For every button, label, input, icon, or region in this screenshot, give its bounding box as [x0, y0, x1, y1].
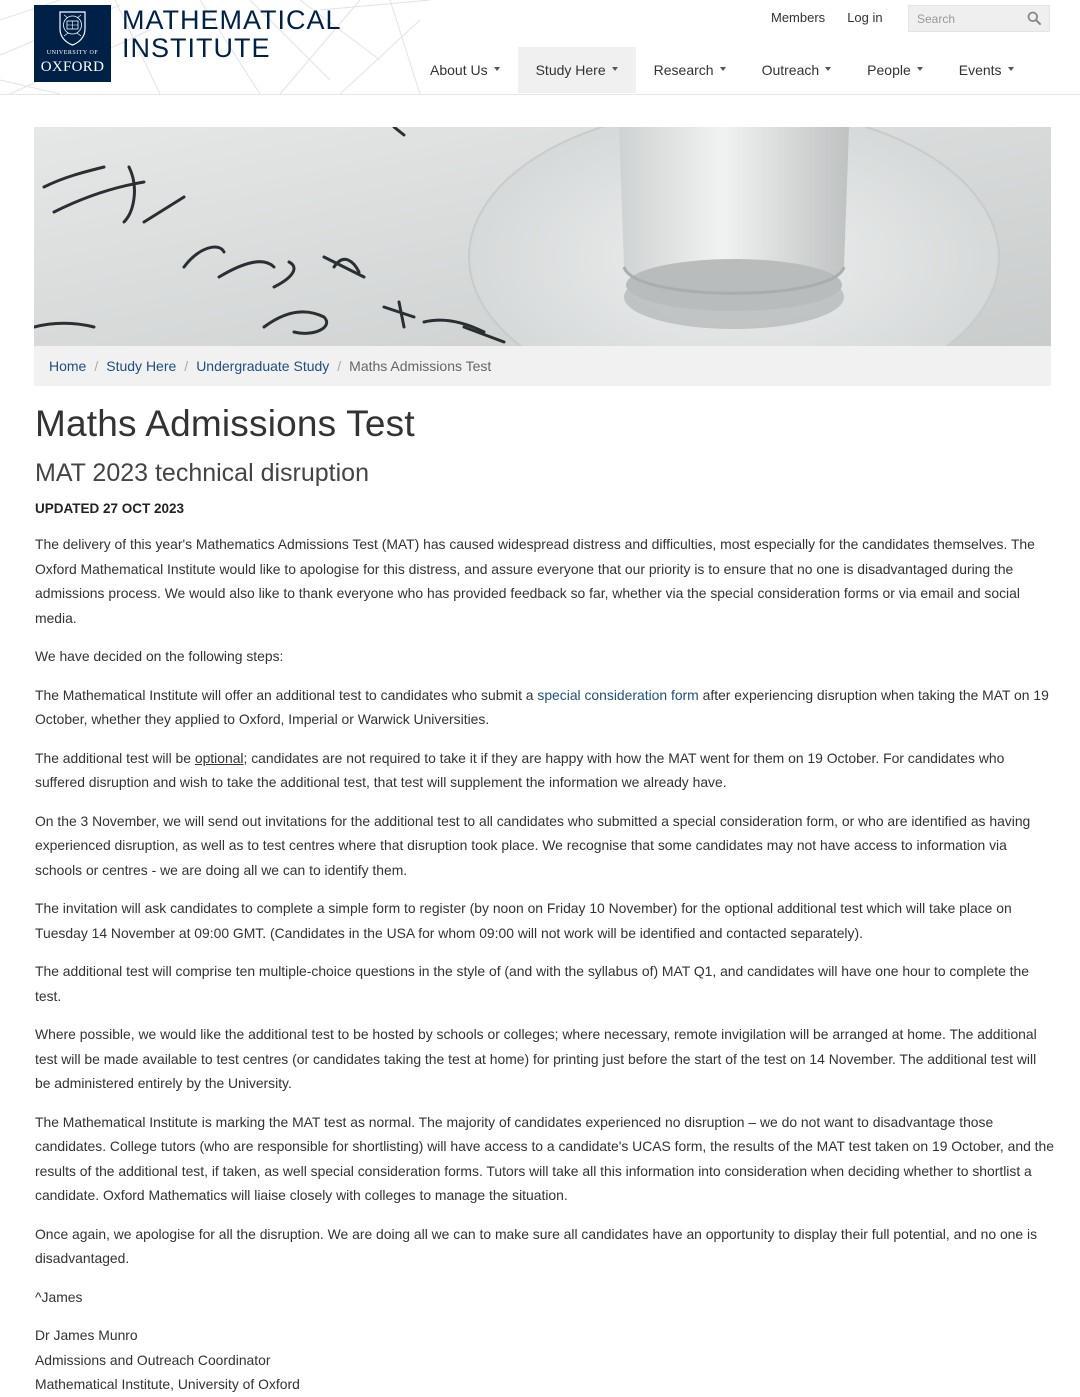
nav-about-us[interactable]: [412, 47, 518, 93]
nav-label: Events: [958, 62, 1002, 78]
nav-label: Study Here: [535, 62, 606, 78]
paragraph-registration: The invitation will ask candidates to complete a simple form to register (by noon on Friday 10 November) for the optional additional test which will take place on Tuesday 14 November at 09:00 GMT. (Candidates in the USA for whom 09:00 will not work will be identified and contacted separately).: [35, 900, 1012, 941]
search-box: [908, 5, 1050, 32]
paragraph-optional: [35, 746, 1055, 795]
members-link[interactable]: Members: [771, 10, 826, 25]
paragraph-additional-test: [35, 683, 1055, 732]
breadcrumb-separator: /: [184, 358, 189, 374]
brand-line-2: INSTITUTE: [122, 33, 271, 63]
logo-oxford-text: OXFORD: [40, 59, 105, 75]
signature-organisation: Mathematical Institute, University of Oxford: [35, 1376, 300, 1392]
paragraph-steps-intro: We have decided on the following steps:: [35, 648, 284, 664]
article-content: [35, 402, 1055, 1397]
signoff: ^James: [35, 1288, 83, 1305]
hero-banner-image: [34, 127, 1051, 346]
nav-label: People: [867, 62, 911, 78]
paragraph-marking: The Mathematical Institute is marking the MAT test as normal. The majority of candidates experienced no disruption – we do not want to disadvantage those candidates. College tutors (who are responsible for shortlisting) will have access to a candidate's UCAS form, the results of the MAT test taken on 19 October, and the results of the additional test, if taken, as well special consideration forms. Tutors will take all this information into consideration when deciding whether to shortlist a candidate. Oxford Mathematics will liaise closely with colleges to manage the situation.: [35, 1113, 1054, 1203]
breadcrumb-undergraduate-study[interactable]: Undergraduate Study: [196, 358, 330, 374]
nav-study-here[interactable]: [518, 47, 636, 93]
page-subtitle: MAT 2023 technical disruption: [35, 459, 369, 487]
signature-name: Dr James Munro: [35, 1327, 138, 1343]
breadcrumb-separator: /: [337, 358, 342, 374]
brand-line-1: MATHEMATICAL: [122, 5, 342, 35]
signature-block: [35, 1323, 1055, 1397]
text: The additional test will be: [35, 749, 195, 766]
banner-illustration: [34, 127, 1051, 346]
nav-research[interactable]: [636, 47, 744, 93]
nav-people[interactable]: [849, 47, 941, 93]
nav-label: Research: [653, 62, 714, 78]
breadcrumb-separator: /: [94, 358, 99, 374]
breadcrumb-study-here[interactable]: Study Here: [106, 358, 177, 374]
special-consideration-form-link[interactable]: special consideration form: [537, 686, 699, 703]
caret-down-icon: [612, 67, 618, 71]
search-icon[interactable]: [1027, 11, 1041, 25]
oxford-logo[interactable]: [34, 5, 111, 82]
main-nav: [412, 47, 1032, 93]
signature-role: Admissions and Outreach Coordinator: [35, 1351, 271, 1368]
breadcrumb: [34, 346, 1051, 386]
nav-outreach[interactable]: [744, 47, 850, 93]
caret-down-icon: [1008, 67, 1014, 71]
search-input[interactable]: [917, 11, 1022, 26]
text: ; candidates are not required to take it if they are happy with how the MAT went for them on 19 October. For candidates who suffered disruption and wish to take the additional test, that test will supplement the information we already have.: [35, 749, 1005, 790]
paragraph-hosting: Where possible, we would like the additional test to be hosted by schools or colleges; where necessary, remote invigilation will be arranged at home. The additional test will be made available to test centres (or candidates taking the test at home) for printing just before the start of the test on 14 November. The additional test will be administered entirely by the University.: [35, 1026, 1037, 1091]
caret-down-icon: [720, 67, 726, 71]
page-title: Maths Admissions Test: [35, 403, 415, 444]
paragraph-intro: The delivery of this year's Mathematics Admissions Test (MAT) has caused widespread distress and difficulties, most especially for the candidates themselves. The Oxford Mathematical Institute would like to apologise for this distress, and assure everyone that our priority is to ensure that no one is disadvantaged during the admissions process. We would also like to thank everyone who has provided feedback so far, whether via the special consideration forms or via email and social media.: [35, 536, 1035, 626]
nav-label: Outreach: [761, 62, 820, 78]
caret-down-icon: [825, 67, 831, 71]
login-link[interactable]: Log in: [847, 10, 883, 25]
optional-emphasis: optional: [194, 749, 244, 766]
site-header: [0, 0, 1080, 95]
text: The Mathematical Institute will offer an additional test to candidates who submit a: [35, 686, 538, 703]
paragraph-test-format: The additional test will comprise ten multiple-choice questions in the style of (and with the syllabus of) MAT Q1, and candidates will have one hour to complete the test.: [35, 963, 1029, 1004]
nav-events[interactable]: [941, 47, 1032, 93]
nav-label: About Us: [430, 62, 488, 78]
paragraph-invitations: On the 3 November, we will send out invitations for the additional test to all candidates who submitted a special consideration form, or who are identified as having experienced disruption, as well as to test centres where that disruption took place. We recognise that some candidates may not have access to information via schools or centres - we are doing all we can to identify them.: [35, 812, 1031, 878]
caret-down-icon: [917, 67, 923, 71]
text: after experiencing disruption when taking the MAT on 19 October, whether they applied to Oxford, Imperial or Warwick Universities.: [35, 686, 1049, 727]
updated-date: UPDATED 27 OCT 2023: [35, 501, 185, 516]
breadcrumb-current: Maths Admissions Test: [349, 358, 492, 374]
caret-down-icon: [494, 67, 500, 71]
logo-university-of: UNIVERSITY OF: [46, 50, 99, 56]
site-brand[interactable]: [122, 6, 342, 62]
utility-links: [771, 10, 905, 25]
oxford-crest-icon: [56, 9, 89, 47]
breadcrumb-home[interactable]: Home: [49, 358, 87, 374]
paragraph-apology: Once again, we apologise for all the disruption. We are doing all we can to make sure all candidates have an opportunity to display their full potential, and no one is disadvantaged.: [35, 1225, 1038, 1266]
